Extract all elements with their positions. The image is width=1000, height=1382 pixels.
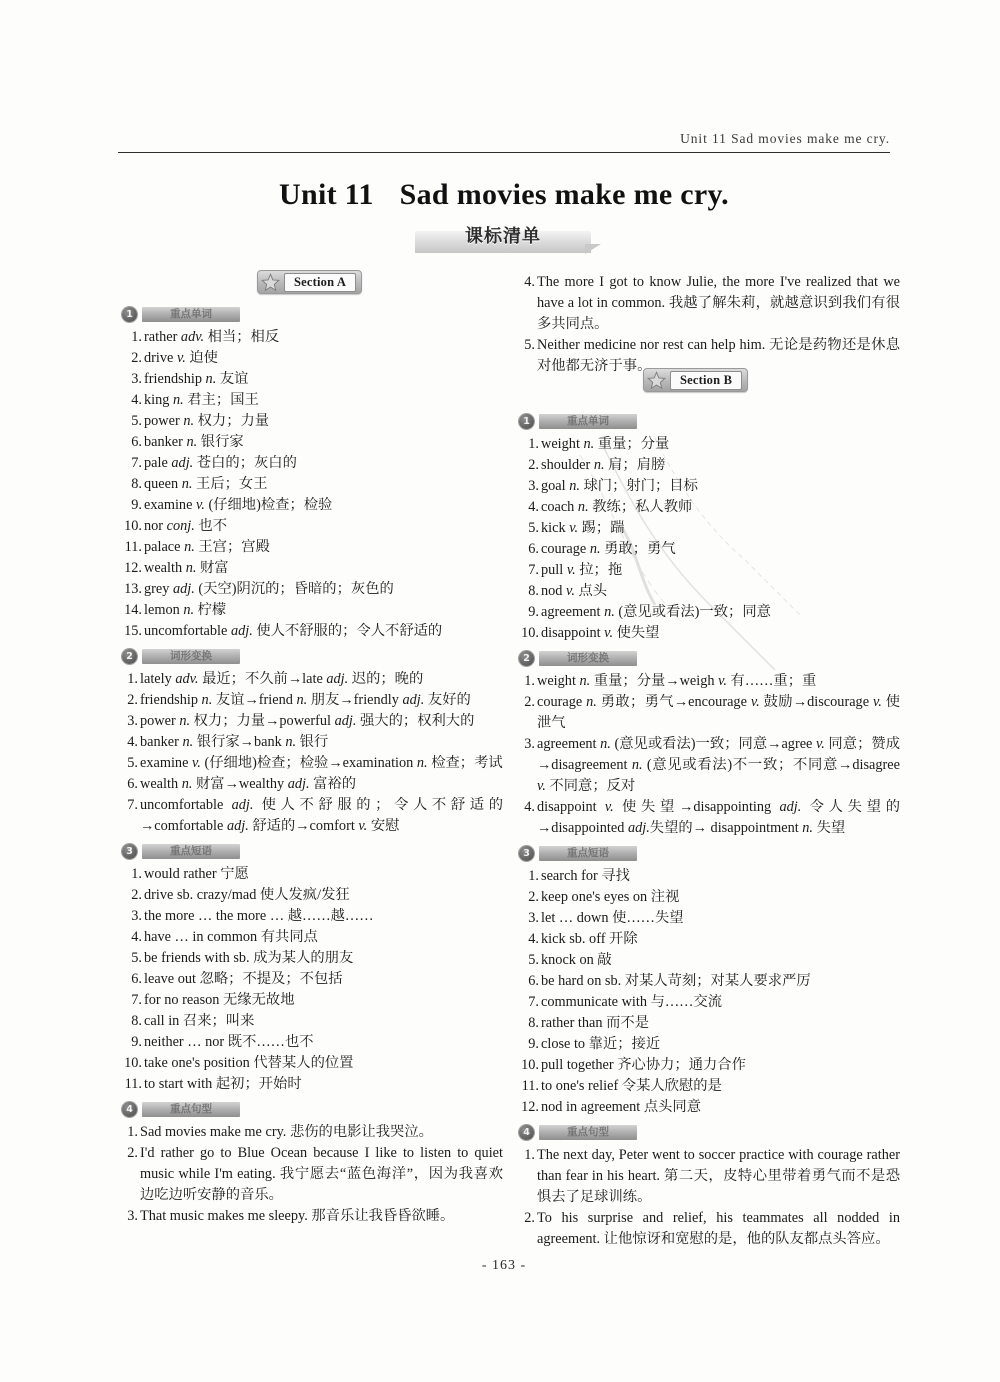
list-item-number: 2. bbox=[127, 692, 138, 708]
list-item-number: 4. bbox=[131, 929, 142, 945]
left-column bbox=[118, 0, 503, 1227]
list-item-text: be friends with sb. 成为某人的朋友 bbox=[144, 950, 354, 966]
list-item-text: coach n. 教练；私人教师 bbox=[541, 499, 693, 515]
list-item-number: 3. bbox=[528, 910, 539, 926]
list-item-number: 15. bbox=[124, 623, 142, 639]
list-item-text: to start with 起初；开始时 bbox=[144, 1076, 302, 1092]
list-item-number: 3. bbox=[127, 713, 138, 729]
group-number: 2 bbox=[519, 651, 534, 666]
group-heading-label: 词形变换 bbox=[170, 650, 212, 662]
list-item-text: power n. 权力；力量→powerful adj. 强大的；权利大的 bbox=[140, 713, 475, 729]
list-item-number: 14. bbox=[124, 602, 142, 618]
group-number: 4 bbox=[519, 1125, 534, 1140]
group-heading bbox=[122, 306, 503, 323]
list-item-text: for no reason 无缘无故地 bbox=[144, 992, 295, 1008]
list-item-number: 2. bbox=[524, 694, 535, 710]
list-item-text: uncomfortable adj. 使人不舒服的；令人不舒适的→comfortable adj. 舒适的→comfort v. 安慰 bbox=[140, 797, 503, 834]
list-item-number: 2. bbox=[131, 350, 142, 366]
list-item-number: 3. bbox=[131, 908, 142, 924]
list-item-text: queen n. 王后；女王 bbox=[144, 476, 268, 492]
list-item-number: 6. bbox=[528, 973, 539, 989]
list-item-number: 6. bbox=[131, 971, 142, 987]
list-item bbox=[515, 908, 900, 929]
list-item bbox=[515, 518, 900, 539]
list-item bbox=[118, 1053, 503, 1074]
list-item bbox=[515, 692, 900, 734]
list-item-text: To his surprise and relief, his teammates all nodded in agreement. 让他惊讶和宽慰的是，他的队友都点头答应。 bbox=[537, 1210, 900, 1247]
list-item-number: 1. bbox=[131, 866, 142, 882]
list-item-text: goal n. 球门；射门；目标 bbox=[541, 478, 698, 494]
section-b-label: Section B bbox=[670, 371, 742, 390]
unit-name: Sad movies make me cry. bbox=[399, 178, 729, 211]
list-item-number: 1. bbox=[524, 1147, 535, 1163]
list-item-text: The more I got to know Julie, the more I've realized that we have a lot in common. 我越了解朱莉，就越意识到我们有很多共同点。 bbox=[537, 274, 900, 332]
list-item-number: 8. bbox=[528, 583, 539, 599]
list-item-text: rather adv. 相当；相反 bbox=[144, 329, 280, 345]
group-heading-label: 词形变换 bbox=[567, 652, 609, 664]
list-item-text: Neither medicine nor rest can help him. 无论是药物还是休息对他都无济于事。 bbox=[537, 337, 900, 374]
list-item bbox=[515, 992, 900, 1013]
list-item-text: weight n. 重量；分量→weigh v. 有……重；重 bbox=[537, 673, 817, 689]
list-item bbox=[515, 623, 900, 644]
list-item-text: nod in agreement 点头同意 bbox=[541, 1099, 702, 1115]
section-b-pill-spacer bbox=[515, 377, 900, 407]
group-number: 4 bbox=[122, 1102, 137, 1117]
list-item bbox=[515, 929, 900, 950]
list-item-text: kick v. 踢；踹 bbox=[541, 520, 625, 536]
list-item-text: be hard on sb. 对某人苛刻；对某人要求严厉 bbox=[541, 973, 811, 989]
list-item-number: 1. bbox=[528, 868, 539, 884]
list-item bbox=[118, 948, 503, 969]
list-item bbox=[515, 887, 900, 908]
list-item bbox=[118, 621, 503, 642]
list-item bbox=[118, 711, 503, 732]
list-item-number: 13. bbox=[124, 581, 142, 597]
list-item-number: 7. bbox=[131, 455, 142, 471]
group-heading-bar bbox=[539, 651, 637, 666]
list-item-text: power n. 权力；力量 bbox=[144, 413, 270, 429]
list-item bbox=[118, 348, 503, 369]
list-item-number: 4. bbox=[127, 734, 138, 750]
group-heading bbox=[122, 1101, 503, 1118]
list-item bbox=[118, 558, 503, 579]
list-item-number: 1. bbox=[524, 673, 535, 689]
group-heading-label: 重点短语 bbox=[567, 847, 609, 859]
list-item bbox=[118, 453, 503, 474]
list-item-number: 10. bbox=[521, 1057, 539, 1073]
list-item-text: pull together 齐心协力；通力合作 bbox=[541, 1057, 746, 1073]
list-item bbox=[515, 539, 900, 560]
group-heading bbox=[122, 843, 503, 860]
list-item-text: grey adj. (天空)阴沉的；昏暗的；灰色的 bbox=[144, 581, 394, 597]
list-item bbox=[118, 432, 503, 453]
group-heading-bar bbox=[539, 1125, 637, 1140]
list-item-text: have … in common 有共同点 bbox=[144, 929, 318, 945]
group-heading bbox=[519, 650, 900, 667]
right-column bbox=[515, 0, 900, 1250]
list-item-text: friendship n. 友谊→friend n. 朋友→friendly adj. 友好的 bbox=[140, 692, 471, 708]
list-item-text: close to 靠近；接近 bbox=[541, 1036, 661, 1052]
list-item-text: palace n. 王宫；宫殿 bbox=[144, 539, 270, 555]
list-item-number: 2. bbox=[524, 1210, 535, 1226]
list-item bbox=[515, 971, 900, 992]
list-item bbox=[118, 885, 503, 906]
list-item-text: weight n. 重量；分量 bbox=[541, 436, 670, 452]
banner-label: 课标清单 bbox=[465, 226, 541, 247]
list-item bbox=[118, 690, 503, 711]
section-a-label: Section A bbox=[284, 273, 356, 292]
list-item-text: knock on 敲 bbox=[541, 952, 612, 968]
list-item bbox=[118, 600, 503, 621]
list-item-number: 10. bbox=[124, 1055, 142, 1071]
list-item-text: nod v. 点头 bbox=[541, 583, 608, 599]
group-number: 3 bbox=[122, 844, 137, 859]
list-item-number: 11. bbox=[124, 539, 142, 555]
list-item bbox=[515, 272, 900, 335]
list-item-text: keep one's eyes on 注视 bbox=[541, 889, 680, 905]
list-item-text: disappoint v. 使失望→disappointing adj. 令人失望的→disappointed adj.失望的→ disappointment n. 失望 bbox=[537, 799, 900, 836]
group-heading-label: 重点单词 bbox=[170, 308, 212, 320]
list-item-number: 11. bbox=[124, 1076, 142, 1092]
group-number: 1 bbox=[519, 414, 534, 429]
list-item bbox=[515, 560, 900, 581]
list-item bbox=[118, 1011, 503, 1032]
list-item bbox=[118, 537, 503, 558]
list-item bbox=[118, 411, 503, 432]
group-heading-label: 重点短语 bbox=[170, 845, 212, 857]
list-item-text: The next day, Peter went to soccer practice with courage rather than fear in his heart. 第二天，皮特心里带着勇气而不是恐惧去了足球训练。 bbox=[537, 1147, 900, 1205]
list-item bbox=[515, 581, 900, 602]
group-heading-bar bbox=[539, 414, 637, 429]
list-item bbox=[118, 516, 503, 537]
list-item-number: 8. bbox=[131, 1013, 142, 1029]
list-item-text: to one's relief 令某人欣慰的是 bbox=[541, 1078, 722, 1094]
list-item bbox=[515, 1076, 900, 1097]
list-item bbox=[515, 335, 900, 377]
group-heading bbox=[122, 648, 503, 665]
list-item-number: 4. bbox=[528, 931, 539, 947]
list-item-text: courage n. 勇敢；勇气 bbox=[541, 541, 676, 557]
running-head: Unit 11 Sad movies make me cry. bbox=[680, 131, 890, 146]
list-item-text: pull v. 拉；拖 bbox=[541, 562, 623, 578]
list-item bbox=[118, 369, 503, 390]
list-item-number: 9. bbox=[528, 1036, 539, 1052]
list-item-number: 10. bbox=[521, 625, 539, 641]
group-heading-bar bbox=[142, 649, 240, 664]
list-item-text: leave out 忽略；不提及；不包括 bbox=[144, 971, 343, 987]
list-item bbox=[515, 602, 900, 623]
list-item-number: 7. bbox=[131, 992, 142, 1008]
list-item bbox=[515, 1208, 900, 1250]
list-item-number: 3. bbox=[528, 478, 539, 494]
list-item bbox=[515, 476, 900, 497]
list-item-text: kick sb. off 开除 bbox=[541, 931, 638, 947]
list-item bbox=[118, 906, 503, 927]
list-item-number: 2. bbox=[127, 1145, 138, 1161]
group-heading bbox=[519, 845, 900, 862]
list-item bbox=[118, 1074, 503, 1095]
list-item bbox=[118, 1143, 503, 1206]
right-column-top-spacer bbox=[515, 0, 900, 272]
list-item-text: agreement n. (意见或看法)一致；同意 bbox=[541, 604, 771, 620]
list-item-number: 1. bbox=[127, 1124, 138, 1140]
list-item bbox=[515, 950, 900, 971]
list-item-text: take one's position 代替某人的位置 bbox=[144, 1055, 354, 1071]
list-item-number: 10. bbox=[124, 518, 142, 534]
list-item-number: 1. bbox=[127, 671, 138, 687]
list-item-text: lately adv. 最近；不久前→late adj. 迟的；晚的 bbox=[140, 671, 424, 687]
group-heading-bar bbox=[142, 307, 240, 322]
list-item-number: 7. bbox=[528, 994, 539, 1010]
list-item bbox=[515, 1055, 900, 1076]
group-heading-bar bbox=[539, 846, 637, 861]
list-item-text: wealth n. 财富 bbox=[144, 560, 229, 576]
list-item-text: Sad movies make me cry. 悲伤的电影让我哭泣。 bbox=[140, 1124, 433, 1140]
list-item bbox=[118, 927, 503, 948]
group-heading-label: 重点句型 bbox=[567, 1126, 609, 1138]
list-item-number: 4. bbox=[528, 499, 539, 515]
list-item bbox=[118, 864, 503, 885]
list-item bbox=[515, 1097, 900, 1118]
list-item-number: 6. bbox=[131, 434, 142, 450]
group-number: 3 bbox=[519, 846, 534, 861]
list-item-text: banker n. 银行家 bbox=[144, 434, 244, 450]
list-item bbox=[118, 327, 503, 348]
group-number: 2 bbox=[122, 649, 137, 664]
list-item-number: 5. bbox=[127, 755, 138, 771]
list-item-number: 3. bbox=[524, 736, 535, 752]
list-item bbox=[515, 671, 900, 692]
list-item-text: lemon n. 柠檬 bbox=[144, 602, 227, 618]
list-item bbox=[515, 434, 900, 455]
list-item-text: let … down 使……失望 bbox=[541, 910, 684, 926]
list-item bbox=[515, 1034, 900, 1055]
list-item-number: 2. bbox=[528, 889, 539, 905]
list-item-number: 3. bbox=[131, 371, 142, 387]
list-item-text: banker n. 银行家→bank n. 银行 bbox=[140, 734, 329, 750]
list-item-text: examine v. (仔细地)检查；检验 bbox=[144, 497, 333, 513]
list-item-text: wealth n. 财富→wealthy adj. 富裕的 bbox=[140, 776, 357, 792]
list-item-number: 9. bbox=[131, 1034, 142, 1050]
list-item-text: king n. 君主；国王 bbox=[144, 392, 259, 408]
list-item-number: 9. bbox=[528, 604, 539, 620]
list-item bbox=[118, 969, 503, 990]
list-item-number: 12. bbox=[521, 1099, 539, 1115]
list-item-text: courage n. 勇敢；勇气→encourage v. 鼓励→discourage v. 使泄气 bbox=[537, 694, 901, 731]
list-item bbox=[118, 474, 503, 495]
list-item-number: 4. bbox=[524, 799, 535, 815]
list-item-text: would rather 宁愿 bbox=[144, 866, 249, 882]
list-item-text: the more … the more … 越……越…… bbox=[144, 908, 374, 924]
group-heading-label: 重点句型 bbox=[170, 1103, 212, 1115]
list-item bbox=[118, 495, 503, 516]
list-item-text: disappoint v. 使失望 bbox=[541, 625, 660, 641]
list-item-text: search for 寻找 bbox=[541, 868, 630, 884]
list-item-number: 8. bbox=[528, 1015, 539, 1031]
list-item-text: nor conj. 也不 bbox=[144, 518, 228, 534]
list-item-number: 4. bbox=[131, 392, 142, 408]
group-heading bbox=[519, 413, 900, 430]
list-item-text: friendship n. 友谊 bbox=[144, 371, 249, 387]
list-item-text: drive v. 迫使 bbox=[144, 350, 218, 366]
list-item bbox=[118, 1206, 503, 1227]
unit-number: Unit 11 bbox=[279, 178, 374, 211]
list-item-text: examine v. (仔细地)检查；检验→examination n. 检查；考试 bbox=[140, 755, 503, 771]
list-item bbox=[118, 795, 503, 837]
list-item-number: 1. bbox=[528, 436, 539, 452]
list-item-text: communicate with 与……交流 bbox=[541, 994, 723, 1010]
list-item bbox=[118, 732, 503, 753]
list-item-number: 5. bbox=[528, 952, 539, 968]
list-item-number: 5. bbox=[524, 337, 535, 353]
list-item bbox=[118, 1122, 503, 1143]
list-item bbox=[515, 1013, 900, 1034]
list-item-number: 2. bbox=[131, 887, 142, 903]
list-item-text: uncomfortable adj. 使人不舒服的；令人不舒适的 bbox=[144, 623, 443, 639]
list-item bbox=[118, 774, 503, 795]
list-item bbox=[515, 497, 900, 518]
list-item-text: I'd rather go to Blue Ocean because I like to listen to quiet music while I'm eating. 我宁愿去“蓝色海洋”，因为我喜欢边吃边听安静的音乐。 bbox=[140, 1145, 503, 1203]
list-item-number: 7. bbox=[528, 562, 539, 578]
list-item-text: rather than 而不是 bbox=[541, 1015, 649, 1031]
list-item-number: 8. bbox=[131, 476, 142, 492]
list-item-text: shoulder n. 肩；肩膀 bbox=[541, 457, 666, 473]
list-item bbox=[118, 1032, 503, 1053]
list-item-number: 9. bbox=[131, 497, 142, 513]
list-item bbox=[118, 990, 503, 1011]
list-item-text: pale adj. 苍白的；灰白的 bbox=[144, 455, 297, 471]
list-item-number: 5. bbox=[131, 413, 142, 429]
list-item bbox=[515, 455, 900, 476]
list-item-number: 2. bbox=[528, 457, 539, 473]
list-item-number: 6. bbox=[528, 541, 539, 557]
list-item bbox=[515, 797, 900, 839]
section-a-pill-spacer bbox=[118, 0, 503, 300]
group-heading-label: 重点单词 bbox=[567, 415, 609, 427]
list-item-text: call in 召来；叫来 bbox=[144, 1013, 255, 1029]
list-item bbox=[118, 669, 503, 690]
list-item bbox=[118, 390, 503, 411]
list-item-text: neither … nor 既不……也不 bbox=[144, 1034, 314, 1050]
list-item-number: 1. bbox=[131, 329, 142, 345]
group-number: 1 bbox=[122, 307, 137, 322]
list-item bbox=[515, 866, 900, 887]
list-item-text: drive sb. crazy/mad 使人发疯/发狂 bbox=[144, 887, 350, 903]
group-heading bbox=[519, 1124, 900, 1141]
list-item bbox=[118, 579, 503, 600]
list-item-number: 5. bbox=[131, 950, 142, 966]
list-item-number: 5. bbox=[528, 520, 539, 536]
group-heading-bar bbox=[142, 844, 240, 859]
list-item-number: 12. bbox=[124, 560, 142, 576]
group-heading-bar bbox=[142, 1102, 240, 1117]
list-item bbox=[118, 753, 503, 774]
list-item-number: 4. bbox=[524, 274, 535, 290]
page-number: - 163 - bbox=[481, 1258, 527, 1273]
list-item-number: 3. bbox=[127, 1208, 138, 1224]
list-item-number: 7. bbox=[127, 797, 138, 813]
list-item bbox=[515, 1145, 900, 1208]
list-item-text: That music makes me sleepy. 那音乐让我昏昏欲睡。 bbox=[140, 1208, 455, 1224]
list-item-number: 11. bbox=[521, 1078, 539, 1094]
list-item-number: 6. bbox=[127, 776, 138, 792]
list-item-text: agreement n. (意见或看法)一致；同意→agree v. 同意；赞成→disagreement n. (意见或看法)不一致；不同意→disagree v. 不同意；反对 bbox=[537, 736, 900, 794]
list-item bbox=[515, 734, 900, 797]
